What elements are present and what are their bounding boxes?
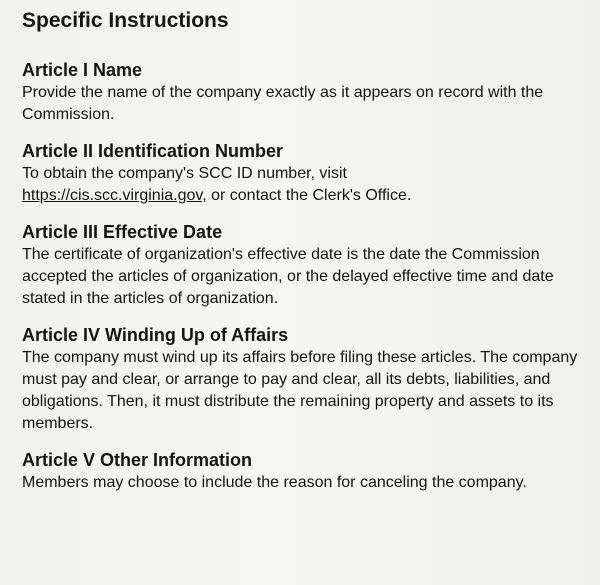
- section-article-4: [22, 324, 582, 435]
- section-text: , or contact the Clerk's Office.: [202, 187, 412, 204]
- section-text: To obtain the company's SCC ID number, visit: [22, 165, 347, 182]
- section-article-1: [22, 59, 582, 126]
- section-title: Article I Name: [22, 60, 143, 80]
- page-title: Specific Instructions: [22, 9, 229, 32]
- section-body: The company must wind up its affairs before filing these articles. The company must pay and clear, or arrange to pay and clear, all its debts, liabilities, and obligations. Then, it must distribute the remaining property and assets to its members.: [22, 349, 578, 432]
- section-title: Article II Identification Number: [22, 141, 284, 161]
- scc-website-link[interactable]: https://cis.scc.virginia.gov: [22, 187, 203, 204]
- section-body: Provide the name of the company exactly as it appears on record with the Commission.: [22, 84, 544, 123]
- section-article-5: [22, 449, 582, 494]
- section-body: [22, 163, 582, 207]
- section-article-3: [22, 221, 582, 310]
- section-title: Article III Effective Date: [22, 222, 223, 242]
- section-title: Article V Other Information: [22, 450, 253, 470]
- section-body: Members may choose to include the reason for canceling the company.: [22, 474, 527, 491]
- section-title: Article IV Winding Up of Affairs: [22, 325, 289, 345]
- section-body: The certificate of organization's effective date is the date the Commission accepted the articles of organization, or the delayed effective time and date stated in the articles of organization.: [22, 246, 554, 307]
- section-article-2: [22, 140, 582, 207]
